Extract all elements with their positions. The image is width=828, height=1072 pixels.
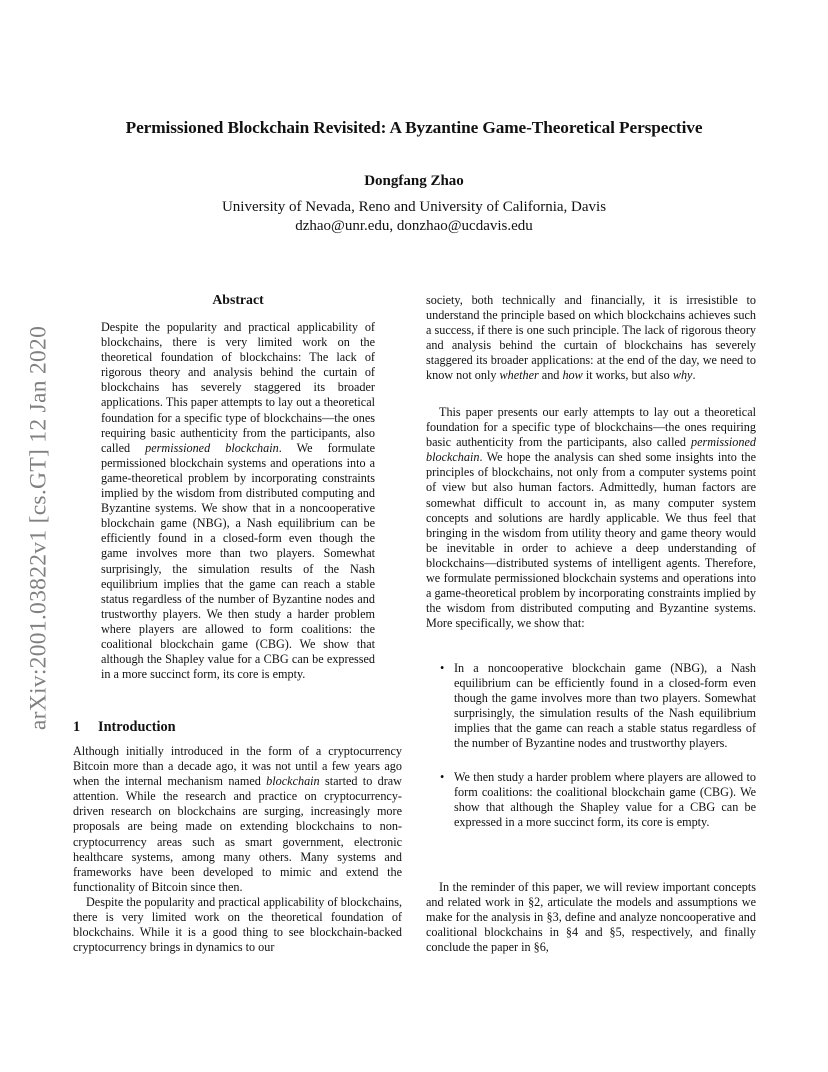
text-run: . We hope the analysis can shed some insights into the principles of blockchains, not only from a computer systems point of view but also human factors. Admittedly, human factors are somewhat difficult to account in, as many computer system concepts and solutions are hardly applicable. We thus feel that bringing in the wisdom from utility theory and game theory would be inevitable in order to achieve a deep understanding of blockchains—distributed systems of intelligent agents. Therefore, we formulate permissioned blockchain systems and operations into a game-theoretical problem by incorporating constraints implied by the wisdom from distributed computing and Byzantine systems. More specifically, we show that: <box>426 450 756 631</box>
intro-emphasis: blockchain <box>266 774 320 789</box>
text-run: . <box>692 368 696 383</box>
list-item <box>426 661 756 752</box>
section-number: 1 <box>73 719 81 735</box>
emphasis-whether: whether <box>499 368 539 383</box>
paper-title: Permissioned Blockchain Revisited: A Byzantine Game-Theoretical Perspective <box>125 118 703 137</box>
abstract-body <box>101 320 375 682</box>
list-item-text: In a noncooperative blockchain game (NBG), a Nash equilibrium can be efficiently found in a closed-form even though the game involves more than two players. Somewhat surprisingly, the simulation results of the Nash equilibrium implies that the game can reach a stable status regardless of the number of Byzantine nodes and trustworthy players. <box>454 661 756 751</box>
list-item <box>426 770 756 830</box>
intro-text: Although initially introduced in the form of a cryptocurrency Bitcoin more than a decade ago, it was not until a few years ago when the internal mechanism named <box>73 744 402 789</box>
introduction-body <box>73 744 402 955</box>
intro-paragraph-2: Despite the popularity and practical applicability of blockchains, there is very limited work on the theoretical foundation of blockchains. While it is a good thing to see blockchain-backed cryptocurrency brings in dynamics to our <box>73 894 402 955</box>
bullet-icon: • <box>440 661 445 675</box>
bullet-icon: • <box>440 769 445 784</box>
intro-text: started to draw attention. While the research and practice on cryptocurrency-driven research on blockchains are surging, increasingly more proposals are being made on extending blockchains to non-cryptocurrency areas such as smart government, electronic healthcare systems, among many others. Many systems and frameworks have been developed to mimic and extend the functionality of Bitcoin since then. <box>73 774 402 894</box>
email: dzhao@unr.edu, donzhao@ucdavis.edu <box>295 218 533 234</box>
emphasis-why: why <box>672 368 693 383</box>
paragraph-text: In the reminder of this paper, we will review important concepts and related work in §2, articulate the models and assumptions we make for the analysis in §3, define and analyze noncooperative and coalitional blockchains in §4 and §5, respectively, and finally conclude the paper in §6, <box>426 880 756 955</box>
list-item-text: We then study a harder problem where players are allowed to form coalitions: the coalitional blockchain game (CBG). We show that although the Shapley value for a CBG can be expressed in a more succinct form, its core is empty. <box>454 769 756 829</box>
contribution-list <box>426 661 756 830</box>
emphasis-how: how <box>562 368 583 383</box>
arxiv-stamp: arXiv:2001.03822v1 [cs.GT] 12 Jan 2020 <box>25 325 52 731</box>
text-run: This paper presents our early attempts to lay out a theoretical foundation for a specific type of blockchains—the ones requiring basic authenticity from the participants, also called <box>426 405 756 450</box>
section-heading-introduction <box>73 719 176 736</box>
right-column-paragraph-2 <box>426 405 756 631</box>
section-title: Introduction <box>98 719 176 735</box>
affiliation: University of Nevada, Reno and University of California, Davis <box>221 199 607 215</box>
text-run: society, both technically and financially, it is irresistible to understand the principle based on which blockchains achieves such a success, if there is one such principle. The lack of rigorous theory and analysis behind the curtain of blockchains has severely staggered its broader applications: at the end of the day, we need to know not only <box>426 293 756 383</box>
paragraph-text <box>426 293 756 384</box>
abstract-text: Despite the popularity and practical applicability of blockchains, there is very limited work on the theoretical foundation of blockchains: The lack of rigorous theory and analysis behind the curtain of blockchains has severely staggered its broader applications. This paper attempts to lay out a theoretical foundation for a specific type of blockchains—the ones requiring basic authenticity from the participants, also called <box>101 320 375 455</box>
abstract-paragraph <box>101 320 375 682</box>
author-name: Dongfang Zhao <box>364 173 464 189</box>
right-column-paragraph-3 <box>426 880 756 955</box>
text-run: it works, but also <box>582 368 673 383</box>
author-affiliation-block <box>0 198 828 236</box>
abstract-heading: Abstract <box>212 292 264 307</box>
abstract-emphasis: permissioned blockchain <box>145 440 279 455</box>
intro-paragraph-1 <box>73 744 402 895</box>
emphasis-permissioned-blockchain: permissioned blockchain <box>426 435 756 465</box>
paragraph-text <box>426 405 756 631</box>
abstract-text: . We formulate permissioned blockchain systems and operations into a game-theoretical problem by incorporating constraints implied by the wisdom from distributed computing and Byzantine systems. We show that in a noncooperative blockchain game (NBG), a Nash equilibrium can be efficiently found in a closed-form even though the game involves more than two players. Somewhat surprisingly, the simulation results of the Nash equilibrium implies that the game can reach a stable status regardless of the number of Byzantine nodes and trustworthy players. We then study a harder problem where players are allowed to form coalitions: the coalitional blockchain game (CBG). We show that although the Shapley value for a CBG can be expressed in a more succinct form, its core is empty. <box>101 440 375 682</box>
right-column-paragraph-1 <box>426 293 756 384</box>
text-run: and <box>538 368 563 383</box>
